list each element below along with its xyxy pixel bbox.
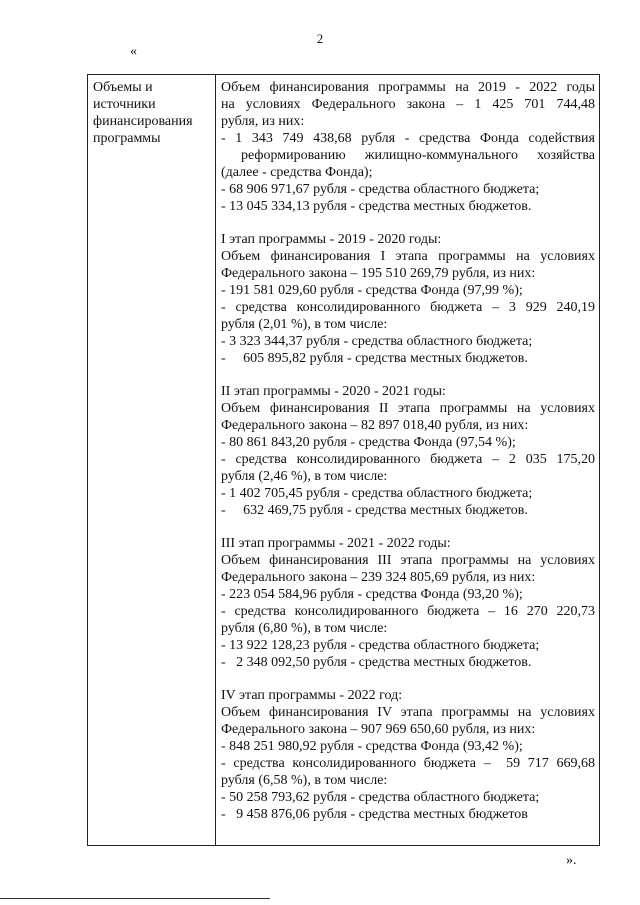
text-line: рубля (6,80 %), в том числе: bbox=[221, 621, 388, 636]
stage-block bbox=[221, 687, 595, 823]
text-line: (далее - средства Фонда); bbox=[221, 165, 373, 180]
text-line: - 3 323 344,37 рубля - средства областного бюджета; bbox=[221, 334, 533, 349]
row-label-line: источники bbox=[93, 97, 156, 112]
text-line: Федерального закона – 239 324 805,69 рубля, из них: bbox=[221, 570, 536, 585]
text-line: - 223 054 584,96 рубля - средства Фонда (93,20 %); bbox=[221, 587, 523, 602]
text-line: Объем финансирования I этапа программы на условиях bbox=[221, 249, 595, 264]
text-line: рубля, из них: bbox=[221, 114, 305, 129]
text-line: - средства консолидированного бюджета – 16 270 220,73 bbox=[221, 604, 595, 619]
text-line: реформированию жилищно-коммунального хозяйства bbox=[241, 148, 595, 163]
text-line: Федерального закона – 907 969 650,60 рубля, из них: bbox=[221, 722, 536, 737]
footnote-divider bbox=[0, 898, 270, 899]
program-passport-table bbox=[87, 74, 600, 846]
text-line: Объем финансирования III этапа программы на условиях bbox=[221, 553, 595, 568]
text-line: Федерального закона – 82 897 018,40 рубля, из них: bbox=[221, 418, 529, 433]
text-line: - 50 258 793,62 рубля - средства областного бюджета; bbox=[221, 790, 540, 805]
page-number: 2 bbox=[316, 31, 324, 46]
stage-block bbox=[221, 535, 595, 671]
closing-quote-mark: ». bbox=[566, 853, 577, 868]
text-line: Объем финансирования II этапа программы на условиях bbox=[221, 401, 595, 416]
text-line: - 13 045 334,13 рубля - средства местных бюджетов. bbox=[221, 199, 532, 214]
opening-quote-mark: « bbox=[130, 44, 137, 59]
stage-title: II этап программы - 2020 - 2021 годы: bbox=[221, 384, 446, 399]
stage-title: I этап программы - 2019 - 2020 годы: bbox=[221, 232, 442, 247]
text-line: рубля (2,46 %), в том числе: bbox=[221, 469, 388, 484]
text-line: - 68 906 971,67 рубля - средства областного бюджета; bbox=[221, 182, 540, 197]
text-line: на условиях Федерального закона – 1 425 701 744,48 bbox=[221, 97, 595, 112]
stage-block bbox=[221, 383, 595, 519]
text-line: - 848 251 980,92 рубля - средства Фонда (93,42 %); bbox=[221, 739, 523, 754]
text-line: - 80 861 843,20 рубля - средства Фонда (97,54 %); bbox=[221, 435, 516, 450]
text-line: - 2 348 092,50 рубля - средства местных бюджетов. bbox=[221, 655, 532, 670]
row-label-line: Объемы и bbox=[93, 80, 153, 95]
text-line: - средства консолидированного бюджета – 2 035 175,20 bbox=[221, 452, 595, 467]
stage-title: IV этап программы - 2022 год: bbox=[221, 688, 403, 703]
text-line: - 1 402 705,45 рубля - средства областного бюджета; bbox=[221, 486, 533, 501]
text-line: - 9 458 876,06 рубля - средства местных бюджетов bbox=[221, 807, 528, 822]
text-line: - 1 343 749 438,68 рубля - средства Фонда содействия bbox=[221, 131, 595, 146]
row-label-line: финансирования bbox=[93, 114, 193, 129]
text-line: Федерального закона – 195 510 269,79 рубля, из них: bbox=[221, 266, 536, 281]
table-row bbox=[88, 75, 600, 846]
row-label-line: программы bbox=[93, 131, 161, 146]
financing-content-cell bbox=[216, 75, 600, 846]
text-line: рубля (2,01 %), в том числе: bbox=[221, 317, 388, 332]
text-line: рубля (6,58 %), в том числе: bbox=[221, 773, 388, 788]
text-line: Объем финансирования IV этапа программы на условиях bbox=[221, 705, 595, 720]
text-line: Объем финансирования программы на 2019 - 2022 годы bbox=[221, 80, 595, 95]
text-line: - 13 922 128,23 рубля - средства областного бюджета; bbox=[221, 638, 540, 653]
text-line: - средства консолидированного бюджета – 59 717 669,68 bbox=[221, 756, 595, 771]
stage-title: III этап программы - 2021 - 2022 годы: bbox=[221, 536, 451, 551]
row-label-cell bbox=[88, 75, 216, 846]
text-line: - средства консолидированного бюджета – 3 929 240,19 bbox=[221, 300, 595, 315]
intro-block bbox=[221, 79, 595, 215]
text-line: - 632 469,75 рубля - средства местных бюджетов. bbox=[221, 503, 528, 518]
stage-block bbox=[221, 231, 595, 367]
text-line: - 191 581 029,60 рубля - средства Фонда (97,99 %); bbox=[221, 283, 523, 298]
text-line: - 605 895,82 рубля - средства местных бюджетов. bbox=[221, 351, 528, 366]
